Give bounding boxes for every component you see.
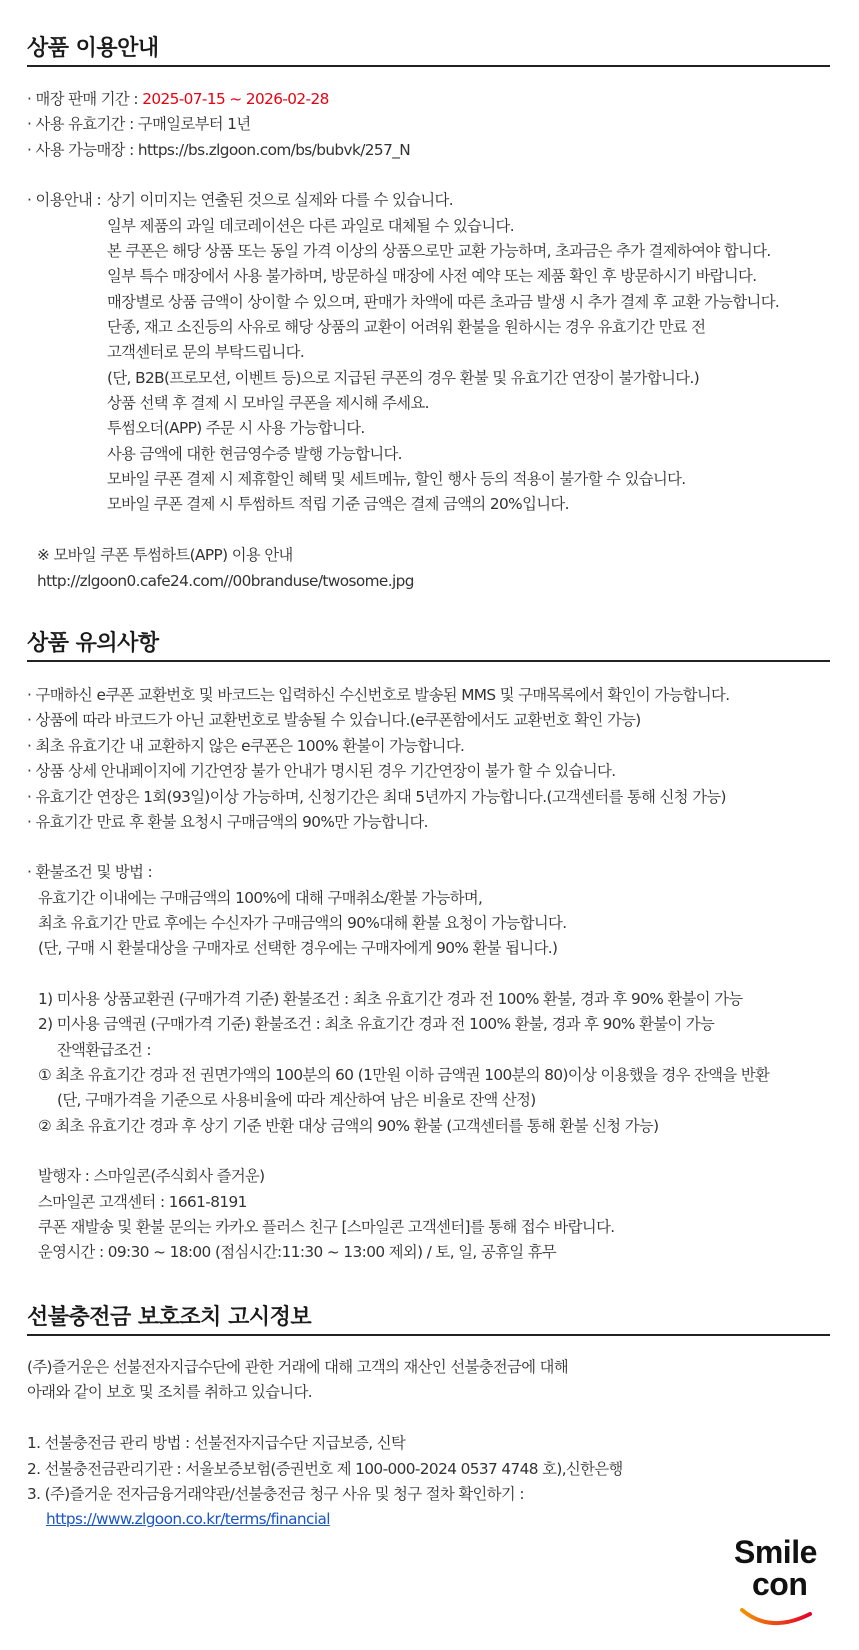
notice-bullet: · 구매하신 e쿠폰 교환번호 및 바코드는 입력하신 수신번호로 발송된 MMS 및 구매목록에서 확인이 가능합니다. xyxy=(27,686,730,704)
refund-condition: 잔액환급조건 : xyxy=(57,1041,151,1059)
notice-bullet: · 상품에 따라 바코드가 아닌 교환번호로 발송될 수 있습니다.(e쿠폰함에서도 교환번호 확인 가능) xyxy=(27,711,641,729)
sales-period-label: · 매장 판매 기간 : xyxy=(27,90,143,108)
section-divider xyxy=(27,65,830,67)
notice-bullet: · 유효기간 만료 후 환불 요청시 구매금액의 90%만 가능합니다. xyxy=(27,813,428,831)
logo-word-smile: Smile xyxy=(734,1534,817,1570)
usage-guide-line: 투썸오더(APP) 주문 시 사용 가능합니다. xyxy=(107,419,365,437)
usage-guide-line: 매장별로 상품 금액이 상이할 수 있으며, 판매가 차액에 따른 초과금 발생 시 추가 결제 후 교환 가능합니다. xyxy=(107,293,780,311)
protection-intro: 아래와 같이 보호 및 조치를 취하고 있습니다. xyxy=(27,1383,313,1401)
refund-line: 유효기간 이내에는 구매금액의 100%에 대해 구매취소/환불 가능하며, xyxy=(38,889,483,907)
sales-period xyxy=(27,89,329,109)
refund-title: · 환불조건 및 방법 : xyxy=(27,863,153,881)
logo-word-con: con xyxy=(752,1566,808,1602)
refund-line: 최초 유효기간 만료 후에는 수신자가 구매금액의 90%대해 환불 요청이 가능합니다. xyxy=(38,914,567,932)
usage-guide-line: 고객센터로 문의 부탁드립니다. xyxy=(107,343,305,361)
usage-guide-line: 일부 특수 매장에서 사용 불가하며, 방문하실 매장에 사전 예약 또는 제품 확인 후 방문하시기 바랍니다. xyxy=(107,267,757,285)
smile-arc-icon xyxy=(730,1530,840,1630)
usage-guide-label: · 이용안내 : xyxy=(27,191,102,209)
sales-period-value: 2025-07-15 ~ 2026-02-28 xyxy=(142,90,329,108)
issuer-info: 스마일콘 고객센터 : 1661-8191 xyxy=(38,1193,247,1211)
refund-condition: ② 최초 유효기간 경과 후 상기 기준 반환 대상 금액의 90% 환불 (고객센터를 통해 환불 신청 가능) xyxy=(38,1117,659,1135)
notice-bullet: · 상품 상세 안내페이지에 기간연장 불가 안내가 명시된 경우 기간연장이 불가 할 수 있습니다. xyxy=(27,762,616,780)
usage-guide-line: 단종, 재고 소진등의 사유로 해당 상품의 교환이 어려워 환불을 원하시는 경우 유효기간 만료 전 xyxy=(107,318,706,336)
refund-line: (단, 구매 시 환불대상을 구매자로 선택한 경우에는 구매자에게 90% 환불 됩니다.) xyxy=(38,939,558,957)
section-title-product-notice: 상품 유의사항 xyxy=(27,631,159,656)
section-title-prepaid-protection: 선불충전금 보호조치 고시정보 xyxy=(27,1305,312,1330)
refund-condition: (단, 구매가격을 기준으로 사용비율에 따라 계산하여 남은 비율로 잔액 산정) xyxy=(57,1091,536,1109)
section-divider xyxy=(27,1334,830,1336)
usage-guide-line: 사용 금액에 대한 현금영수증 발행 가능합니다. xyxy=(107,445,402,463)
refund-condition: 2) 미사용 금액권 (구매가격 기준) 환불조건 : 최초 유효기간 경과 전 100% 환불, 경과 후 90% 환불이 가능 xyxy=(38,1015,715,1033)
protection-item: 1. 선불충전금 관리 방법 : 선불전자지급수단 지급보증, 신탁 xyxy=(27,1434,406,1452)
notice-bullet: · 최초 유효기간 내 교환하지 않은 e쿠폰은 100% 환불이 가능합니다. xyxy=(27,737,465,755)
protection-intro: (주)즐거운은 선불전자지급수단에 관한 거래에 대해 고객의 재산인 선불충전금에 대해 xyxy=(27,1358,569,1376)
section-title-product-usage: 상품 이용안내 xyxy=(27,36,159,61)
usage-guide-line: 상기 이미지는 연출된 것으로 실제와 다를 수 있습니다. xyxy=(107,191,453,209)
issuer-info: 운영시간 : 09:30 ~ 18:00 (점심시간:11:30 ~ 13:00 제외) / 토, 일, 공휴일 휴무 xyxy=(38,1243,557,1261)
usage-guide-line: 상품 선택 후 결제 시 모바일 쿠폰을 제시해 주세요. xyxy=(107,394,429,412)
available-stores: · 사용 가능매장 : https://bs.zlgoon.com/bs/bubvk/257_N xyxy=(27,141,411,159)
issuer-info: 쿠폰 재발송 및 환불 문의는 카카오 플러스 친구 [스마일콘 고객센터]를 통해 접수 바랍니다. xyxy=(38,1218,615,1236)
issuer-info: 발행자 : 스마일콘(주식회사 즐거운) xyxy=(38,1167,265,1185)
protection-item: 3. (주)즐거운 전자금융거래약관/선불충전금 청구 사유 및 청구 절차 확인하기 : xyxy=(27,1485,524,1503)
usage-guide-line: 본 쿠폰은 해당 상품 또는 동일 가격 이상의 상품으로만 교환 가능하며, 초과금은 추가 결제하여야 합니다. xyxy=(107,242,771,260)
usage-guide-line: (단, B2B(프로모션, 이벤트 등)으로 지급된 쿠폰의 경우 환불 및 유효기간 연장이 불가합니다.) xyxy=(107,369,700,387)
app-usage-note: ※ 모바일 쿠폰 투썸하트(APP) 이용 안내 xyxy=(37,546,293,564)
notice-bullet: · 유효기간 연장은 1회(93일)이상 가능하며, 신청기간은 최대 5년까지 가능합니다.(고객센터를 통해 신청 가능) xyxy=(27,788,726,806)
section-divider xyxy=(27,660,830,662)
terms-financial-link[interactable]: https://www.zlgoon.co.kr/terms/financial xyxy=(46,1510,330,1528)
usage-guide-line: 모바일 쿠폰 결제 시 제휴할인 혜택 및 세트메뉴, 할인 행사 등의 적용이 불가할 수 있습니다. xyxy=(107,470,686,488)
refund-condition: 1) 미사용 상품교환권 (구매가격 기준) 환불조건 : 최초 유효기간 경과 전 100% 환불, 경과 후 90% 환불이 가능 xyxy=(38,990,743,1008)
smilecon-logo xyxy=(730,1530,840,1630)
protection-item: 2. 선불충전금관리기관 : 서울보증보험(증권번호 제 100-000-2024 0537 4748 호),신한은행 xyxy=(27,1460,623,1478)
usage-guide-line: 일부 제품의 과일 데코레이션은 다른 과일로 대체될 수 있습니다. xyxy=(107,217,514,235)
usage-guide-line: 모바일 쿠폰 결제 시 투썸하트 적립 기준 금액은 결제 금액의 20%입니다. xyxy=(107,495,569,513)
app-usage-url[interactable]: http://zlgoon0.cafe24.com//00branduse/twosome.jpg xyxy=(37,572,414,590)
refund-condition: ① 최초 유효기간 경과 전 권면가액의 100분의 60 (1만원 이하 금액권 100분의 80)이상 이용했을 경우 잔액을 반환 xyxy=(38,1066,770,1084)
validity-period: · 사용 유효기간 : 구매일로부터 1년 xyxy=(27,115,251,133)
